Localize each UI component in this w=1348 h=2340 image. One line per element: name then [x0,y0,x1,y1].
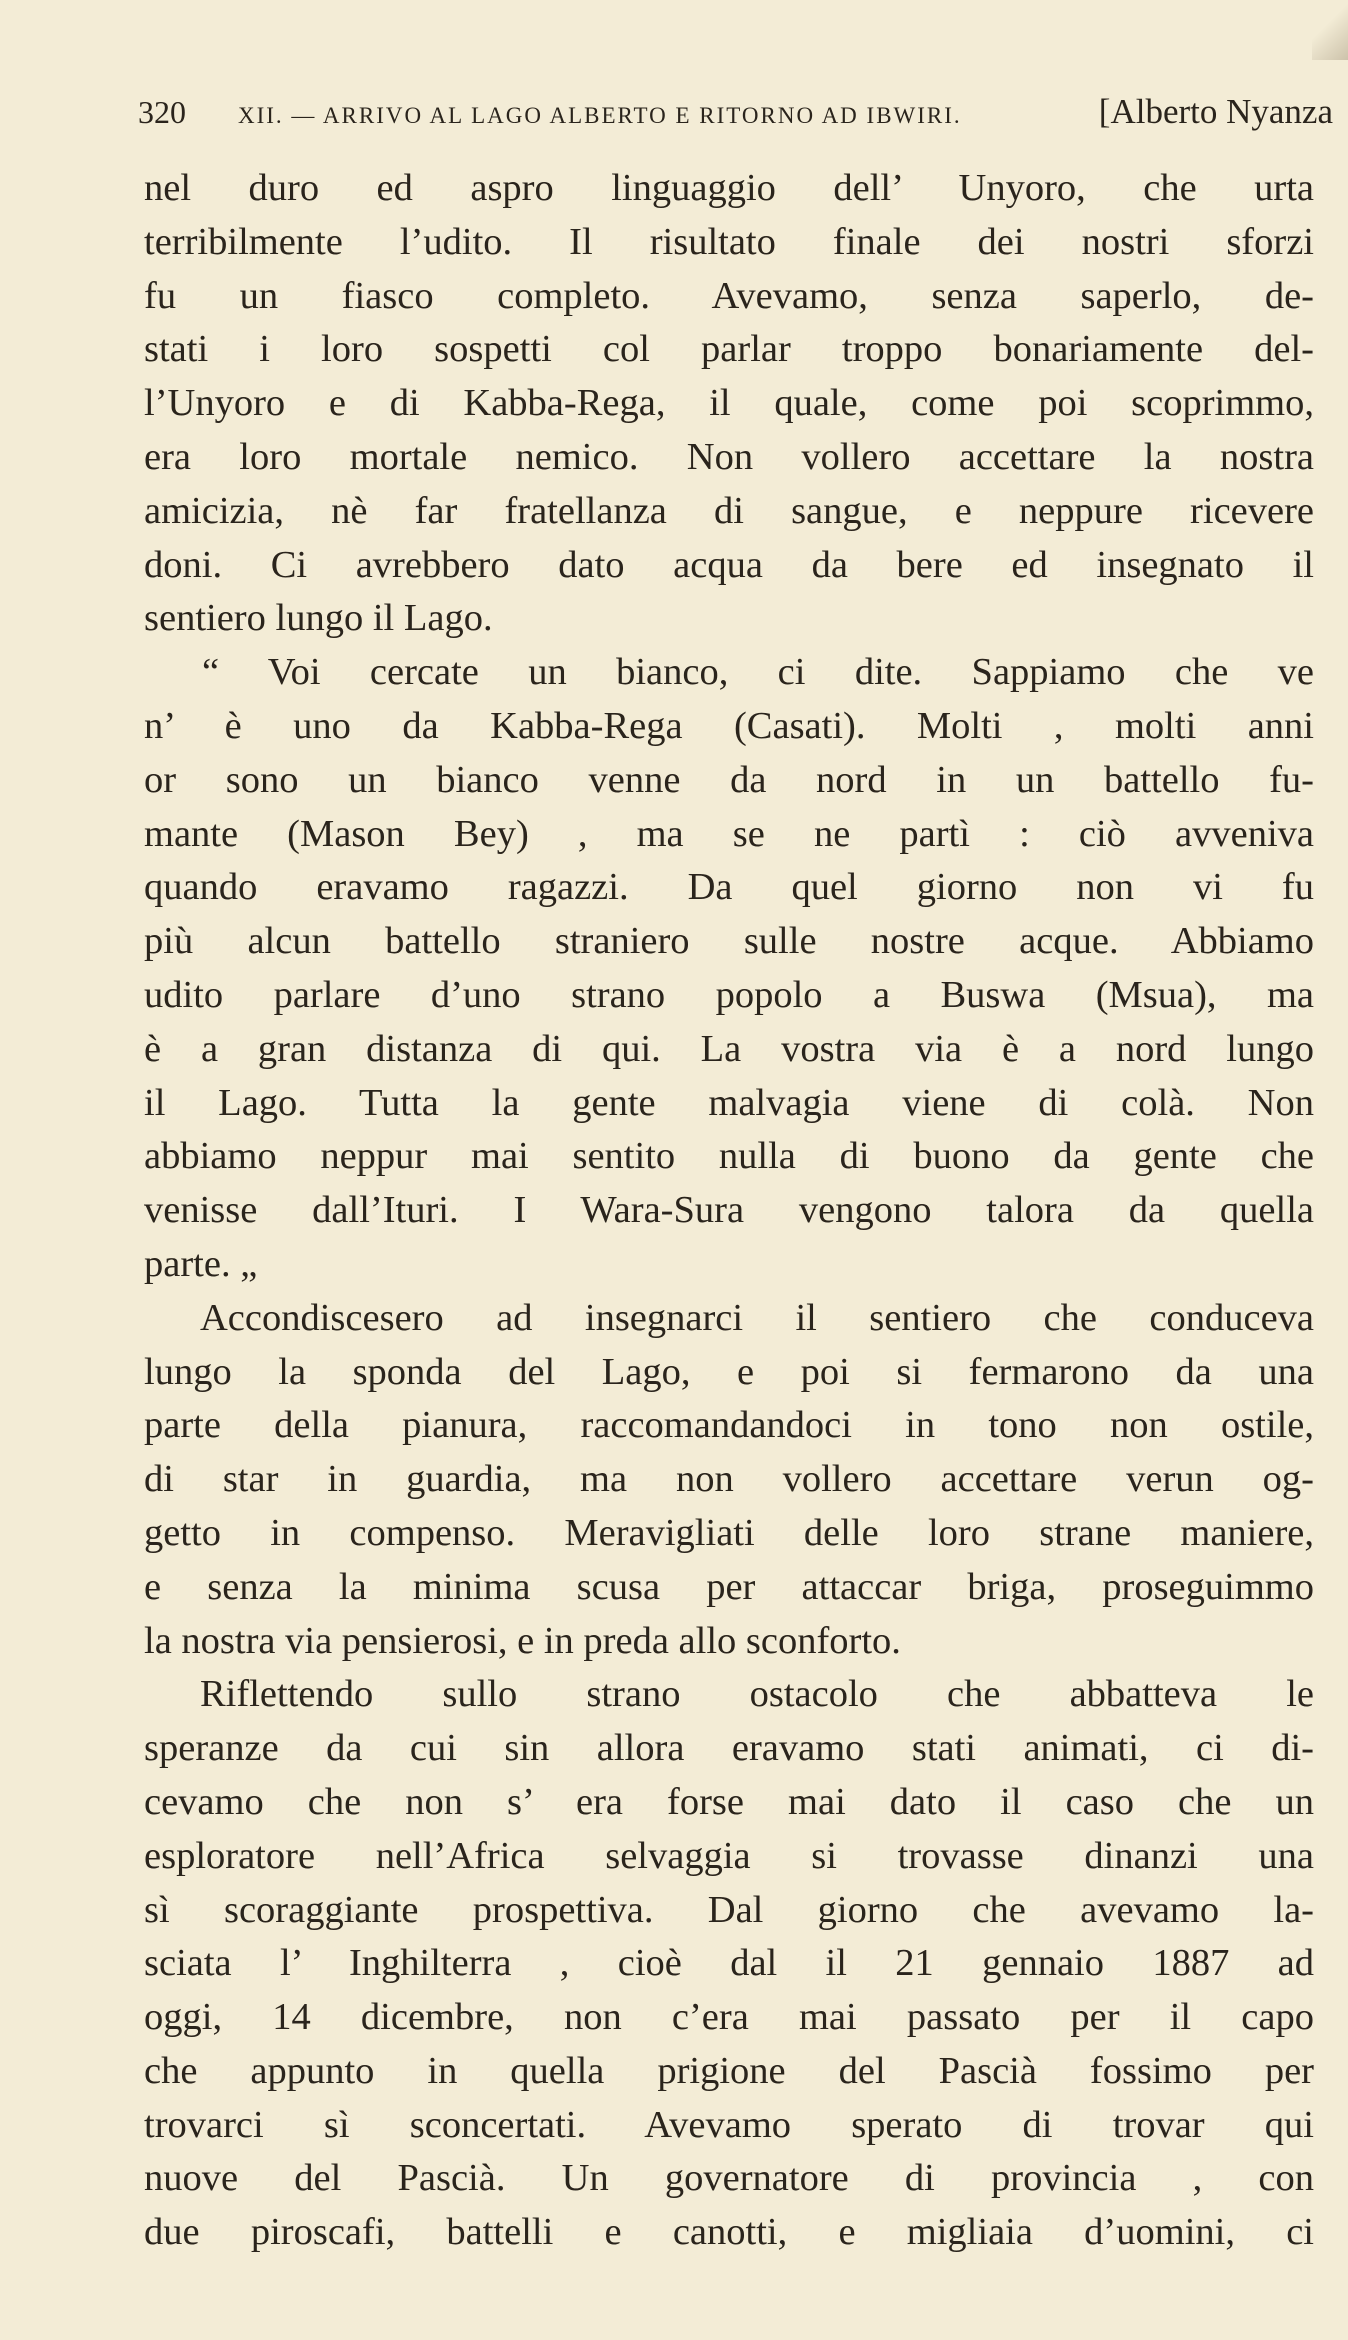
text-line: amicizia, nè far fratellanza di sangue, e neppure ricevere [144,489,1314,532]
text-line: n’ è uno da Kabba-Rega (Casati). Molti , molti anni [144,704,1314,747]
text-line: e senza la minima scusa per attaccar briga, proseguimmo [144,1565,1314,1608]
section-title: [Alberto Nyanza [1098,92,1333,131]
text-line: trovarci sì sconcertati. Avevamo sperato di trovar qui [144,2103,1314,2146]
text-line: Accondiscesero ad insegnarci il sentiero che conduceva [200,1296,1314,1339]
text-line: la nostra via pensierosi, e in preda allo sconforto. [144,1619,901,1662]
text-line: esploratore nell’Africa selvaggia si trovasse dinanzi una [144,1834,1314,1877]
text-line: cevamo che non s’ era forse mai dato il caso che un [144,1780,1314,1823]
text-line: il Lago. Tutta la gente malvagia viene di colà. Non [144,1081,1314,1124]
text-line: sciata l’ Inghilterra , cioè dal il 21 gennaio 1887 ad [144,1942,1314,1985]
text-line: Riflettendo sullo strano ostacolo che abbatteva le [200,1673,1314,1716]
text-line: era loro mortale nemico. Non vollero accettare la nostra [144,435,1314,478]
text-line: di star in guardia, ma non vollero accettare verun og- [144,1458,1314,1501]
page-number: 320 [138,94,186,130]
body-text [144,162,1314,2260]
text-line: nuove del Pascià. Un governatore di provincia , con [144,2157,1314,2200]
text-line: speranze da cui sin allora eravamo stati animati, ci di- [144,1727,1314,1770]
text-line: doni. Ci avrebbero dato acqua da bere ed insegnato il [144,543,1314,586]
text-line: più alcun battello straniero sulle nostre acque. Abbiamo [144,920,1314,963]
running-header [138,92,1333,142]
text-line: abbiamo neppur mai sentito nulla di buono da gente che [144,1135,1314,1178]
text-line: venisse dall’Ituri. I Wara-Sura vengono talora da quella [144,1189,1314,1232]
text-line: udito parlare d’uno strano popolo a Buswa (Msua), ma [144,973,1314,1016]
text-line: sentiero lungo il Lago. [144,597,493,640]
text-line: terribilmente l’udito. Il risultato finale dei nostri sforzi [144,220,1314,263]
text-line: or sono un bianco venne da nord in un battello fu- [144,758,1314,801]
text-line: parte. „ [144,1242,258,1285]
text-line: è a gran distanza di qui. La vostra via è a nord lungo [144,1027,1314,1070]
text-line: oggi, 14 dicembre, non c’era mai passato per il capo [144,1996,1314,2039]
text-line: l’Unyoro e di Kabba-Rega, il quale, come poi scoprimmo, [144,382,1314,425]
text-line: due piroscafi, battelli e canotti, e migliaia d’uomini, ci [144,2211,1314,2254]
text-line: fu un fiasco completo. Avevamo, senza saperlo, de- [144,274,1314,317]
text-line: lungo la sponda del Lago, e poi si fermarono da una [144,1350,1314,1393]
text-line: che appunto in quella prigione del Pascià fossimo per [144,2049,1314,2092]
text-line: mante (Mason Bey) , ma se ne partì : ciò avveniva [144,812,1314,855]
text-line: sì scoraggiante prospettiva. Dal giorno che avevamo la- [144,1888,1314,1931]
text-line: quando eravamo ragazzi. Da quel giorno non vi fu [144,866,1314,909]
text-line: stati i loro sospetti col parlar troppo bonariamente del- [144,328,1314,371]
text-line: nel duro ed aspro linguaggio dell’ Unyoro, che urta [144,167,1314,209]
text-line: getto in compenso. Meravigliati delle loro strane maniere, [144,1511,1314,1554]
chapter-title: XII. — ARRIVO AL LAGO ALBERTO E RITORNO AD IBWIRI. [238,103,962,128]
text-line: “ Voi cercate un bianco, ci dite. Sappiamo che ve [202,651,1314,694]
text-line: parte della pianura, raccomandandoci in tono non ostile, [144,1404,1314,1447]
page-corner-shadow [1312,0,1348,60]
